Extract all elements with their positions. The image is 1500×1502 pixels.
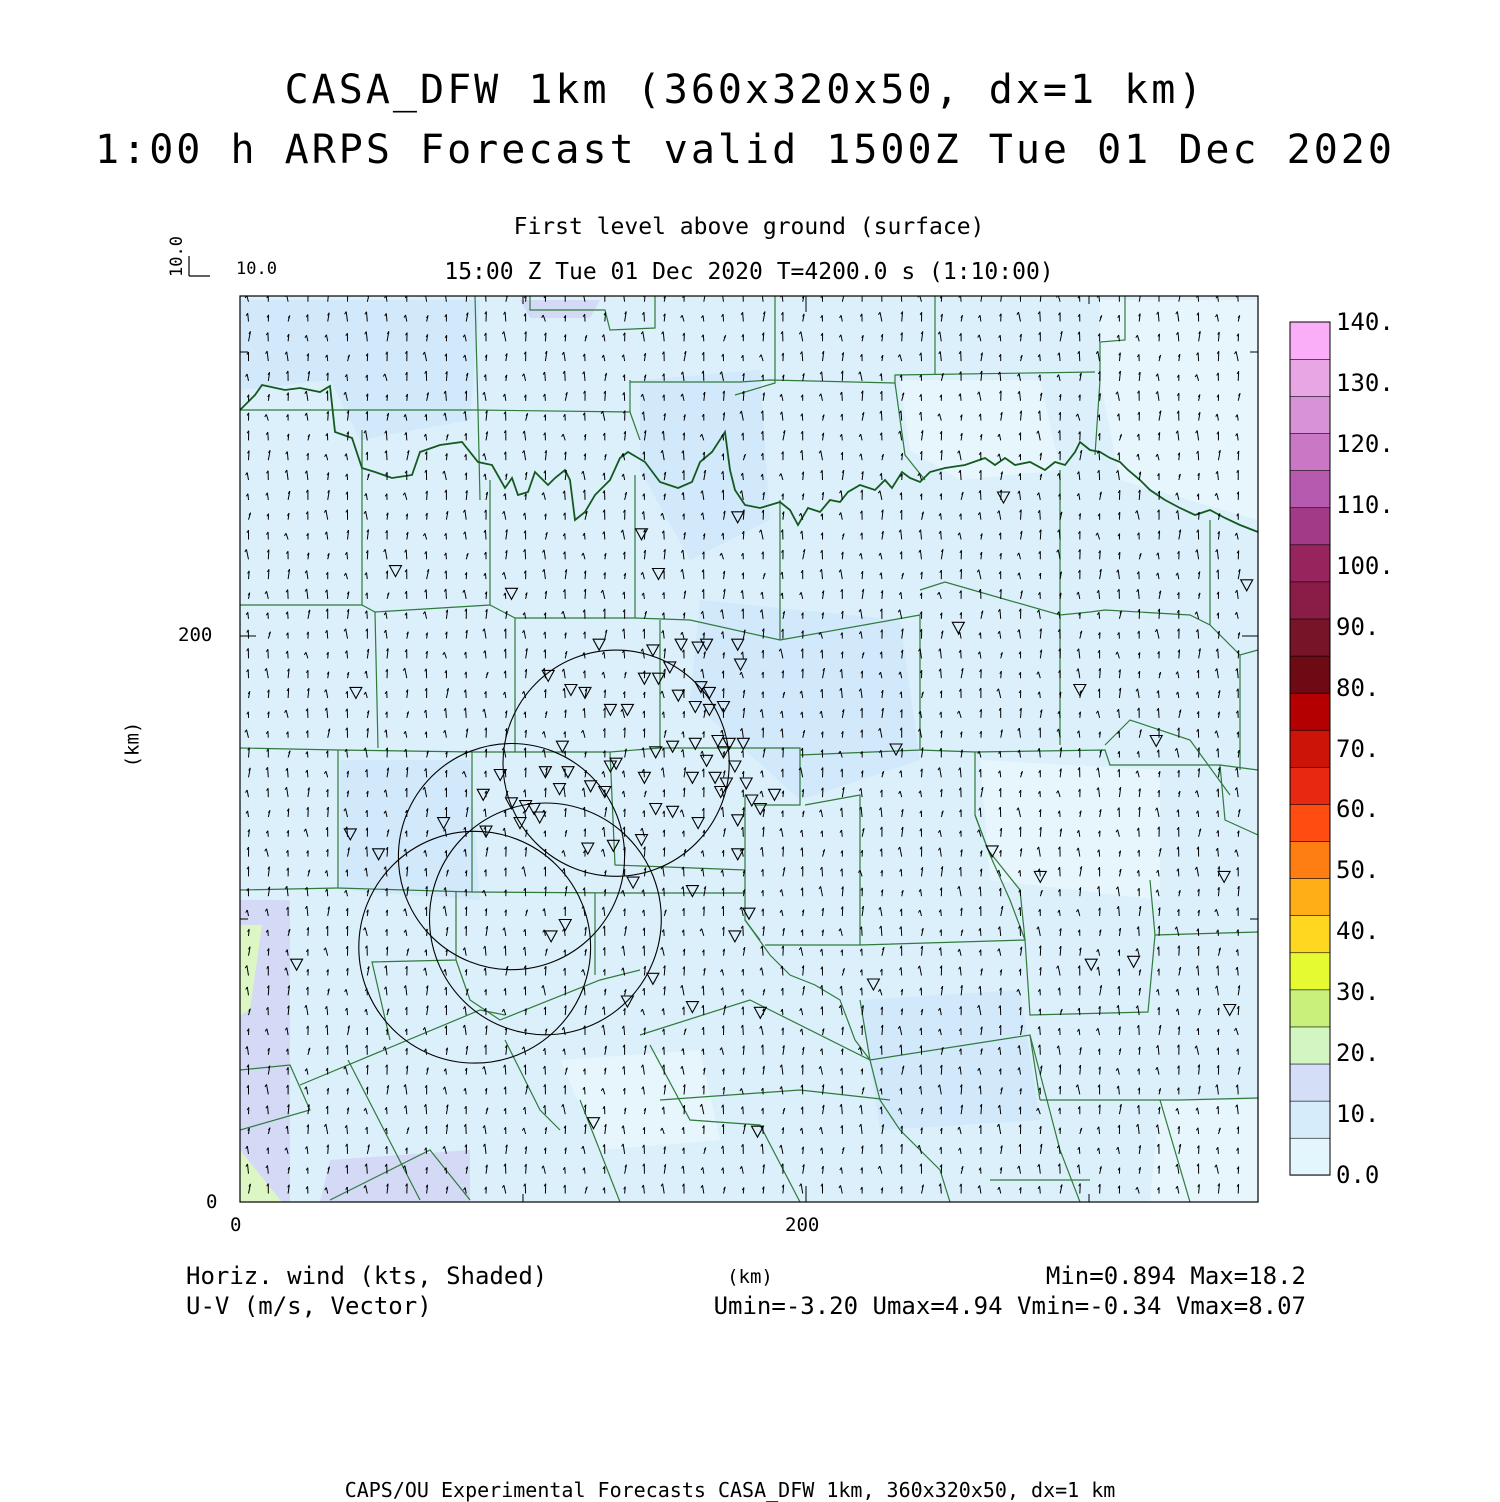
wind-vector bbox=[327, 889, 328, 896]
wind-vector bbox=[367, 1164, 368, 1174]
wind-vector bbox=[1198, 811, 1199, 817]
y-axis-label: (km) bbox=[123, 722, 142, 768]
wind-vector bbox=[743, 312, 744, 321]
wind-vector bbox=[842, 434, 843, 440]
wind-vector bbox=[881, 573, 882, 579]
colorbar-swatch bbox=[1290, 915, 1330, 952]
wind-vector bbox=[1040, 354, 1041, 361]
wind-vector bbox=[1198, 1128, 1199, 1134]
wind-vector bbox=[426, 768, 427, 777]
colorbar-swatch bbox=[1290, 433, 1330, 470]
wind-vector bbox=[584, 1168, 585, 1174]
wind-vector bbox=[703, 335, 704, 342]
wind-vector bbox=[644, 474, 645, 480]
colorbar-swatch bbox=[1290, 841, 1330, 878]
wind-vector bbox=[387, 451, 388, 461]
wind-vector bbox=[367, 847, 368, 857]
wind-vector bbox=[921, 412, 922, 421]
wind-vector bbox=[248, 494, 249, 500]
wind-vector-head bbox=[327, 292, 329, 295]
wind-vector bbox=[644, 769, 645, 777]
wind-vector bbox=[624, 1066, 625, 1074]
wind-vector-head bbox=[741, 292, 743, 295]
colorbar-swatch bbox=[1290, 1101, 1330, 1138]
wind-vector-head bbox=[465, 292, 467, 295]
wind-vector bbox=[723, 1146, 724, 1154]
wind-vector bbox=[287, 1126, 288, 1134]
colorbar-label: 0.0 bbox=[1336, 1163, 1379, 1187]
colorbar-label: 70. bbox=[1336, 737, 1379, 761]
wind-vector bbox=[1079, 1147, 1080, 1154]
colorbar-label: 30. bbox=[1336, 980, 1379, 1004]
wind-vector bbox=[406, 550, 407, 560]
wind-vector bbox=[347, 374, 348, 381]
wind-vector bbox=[585, 533, 586, 539]
wind-vector bbox=[505, 312, 506, 322]
wind-vector bbox=[1040, 510, 1041, 519]
vector-reference-v-label: 10.0 bbox=[169, 236, 186, 277]
wind-vector bbox=[802, 712, 803, 718]
wind-vector bbox=[842, 392, 843, 401]
wind-vector bbox=[802, 450, 803, 460]
wind-vector bbox=[881, 1088, 882, 1094]
wind-vector bbox=[347, 552, 348, 559]
wind-vector bbox=[980, 1086, 981, 1095]
wind-vector bbox=[565, 491, 566, 500]
wind-vector bbox=[782, 966, 783, 976]
wind-vector bbox=[960, 470, 961, 480]
wind-vector bbox=[1198, 353, 1199, 362]
wind-vector bbox=[288, 612, 289, 619]
wind-vector bbox=[960, 394, 961, 401]
colorbar-label: 20. bbox=[1336, 1041, 1379, 1065]
wind-vector bbox=[822, 867, 823, 876]
colorbar-swatch bbox=[1290, 804, 1330, 841]
vector-reference-u-label: 10.0 bbox=[236, 261, 277, 278]
wind-vector bbox=[802, 352, 803, 362]
wind-vector bbox=[743, 1107, 744, 1115]
wind-vector bbox=[901, 411, 902, 421]
wind-vector bbox=[1040, 1026, 1041, 1035]
wind-vector bbox=[1059, 711, 1060, 718]
valid-time-subtitle: 15:00 Z Tue 01 Dec 2020 T=4200.0 s (1:10:00) bbox=[240, 261, 1258, 284]
colorbar-swatch bbox=[1290, 582, 1330, 619]
wind-vector bbox=[822, 1049, 823, 1055]
wind-vector bbox=[307, 752, 308, 758]
wind-vector bbox=[683, 492, 684, 500]
wind-vector bbox=[505, 494, 506, 500]
colorbar-swatch bbox=[1290, 545, 1330, 582]
wind-vector bbox=[901, 1045, 902, 1055]
wind-vector bbox=[980, 928, 981, 936]
wind-vector bbox=[446, 589, 447, 599]
wind-vector bbox=[1159, 691, 1160, 699]
wind-vector bbox=[1040, 1186, 1041, 1193]
wind-vector bbox=[683, 451, 684, 461]
wind-vector bbox=[782, 593, 783, 599]
wind-vector bbox=[763, 474, 764, 480]
wind-vector bbox=[664, 1008, 665, 1015]
colorbar-swatch bbox=[1290, 470, 1330, 507]
wind-vector bbox=[664, 712, 665, 718]
wind-vector bbox=[901, 869, 902, 876]
wind-vector bbox=[1218, 649, 1219, 659]
colorbar-swatch bbox=[1290, 619, 1330, 656]
colorbar-label: 140. bbox=[1336, 310, 1394, 334]
wind-vector bbox=[980, 808, 981, 817]
wind-vector bbox=[822, 1148, 823, 1154]
wind-vector bbox=[268, 930, 269, 936]
wind-vector bbox=[604, 532, 605, 540]
wind-vector bbox=[664, 1107, 665, 1114]
colorbar-label: 50. bbox=[1336, 858, 1379, 882]
wind-vector bbox=[1139, 828, 1140, 837]
wind-vector-head bbox=[1019, 292, 1021, 295]
wind-vector bbox=[743, 926, 744, 936]
wind-vector bbox=[367, 611, 368, 619]
wind-vector bbox=[1159, 708, 1160, 718]
colorbar-swatch bbox=[1290, 359, 1330, 396]
wind-vector bbox=[1060, 811, 1061, 817]
wind-vector-head bbox=[1157, 292, 1159, 295]
colorbar-swatch bbox=[1290, 1138, 1330, 1175]
wind-vector bbox=[545, 372, 546, 381]
wind-vector bbox=[486, 293, 487, 302]
wind-vector bbox=[426, 1104, 427, 1114]
wind-vector bbox=[941, 948, 942, 956]
wind-vector bbox=[980, 887, 981, 897]
wind-vector bbox=[1218, 1147, 1219, 1154]
wind-vector bbox=[327, 1025, 328, 1035]
wind-vector bbox=[703, 986, 704, 996]
wind-vector bbox=[743, 652, 744, 659]
wind-vector-head bbox=[444, 292, 446, 295]
wind-vector bbox=[426, 710, 427, 718]
wind-vector bbox=[1079, 351, 1080, 361]
colorbar-swatch bbox=[1290, 322, 1330, 359]
wind-vector bbox=[486, 530, 487, 540]
wind-vector bbox=[644, 910, 645, 916]
wind-vector bbox=[505, 1065, 506, 1075]
wind-vector bbox=[466, 690, 467, 698]
wind-vector bbox=[1099, 886, 1100, 896]
colorbar-swatch bbox=[1290, 730, 1330, 767]
wind-vector bbox=[842, 808, 843, 817]
wind-vector bbox=[327, 355, 328, 361]
wind-vector bbox=[1139, 870, 1140, 876]
wind-vector bbox=[743, 989, 744, 995]
colorbar-label: 60. bbox=[1336, 797, 1379, 821]
wind-vector bbox=[1020, 926, 1021, 936]
x-axis-label: (km) bbox=[710, 1268, 790, 1287]
wind-vector-head bbox=[1139, 292, 1141, 295]
wind-vector bbox=[842, 830, 843, 837]
wind-vector bbox=[584, 987, 585, 995]
wind-vector bbox=[822, 949, 823, 956]
vector-field-label: U-V (m/s, Vector) bbox=[186, 1294, 432, 1318]
wind-vector bbox=[941, 910, 942, 916]
wind-vector bbox=[782, 729, 783, 738]
wind-vector bbox=[683, 732, 684, 738]
wind-vector bbox=[545, 1048, 546, 1055]
wind-vector bbox=[644, 511, 645, 519]
wind-vector bbox=[1060, 988, 1061, 996]
vector-reference-icon bbox=[189, 256, 210, 276]
wind-vector bbox=[1099, 470, 1100, 480]
wind-vector bbox=[1099, 451, 1100, 460]
wind-vector bbox=[268, 767, 269, 777]
wind-vector bbox=[1139, 751, 1140, 757]
wind-vector bbox=[941, 531, 942, 540]
wind-vector-head bbox=[1000, 292, 1002, 295]
field-min-max: Min=0.894 Max=18.2 bbox=[1046, 1264, 1306, 1288]
wind-vector-head bbox=[760, 293, 762, 296]
wind-vector-head bbox=[346, 292, 348, 295]
uv-min-max: Umin=-3.20 Umax=4.94 Vmin=-0.34 Vmax=8.07 bbox=[714, 1294, 1306, 1318]
x-tick-label: 0 bbox=[230, 1216, 241, 1235]
wind-vector bbox=[1139, 927, 1140, 936]
colorbar-label: 80. bbox=[1336, 676, 1379, 700]
wind-vector bbox=[941, 669, 942, 679]
wind-vector bbox=[782, 1009, 783, 1015]
main-title: CASA_DFW 1km (360x320x50, dx=1 km) bbox=[0, 70, 1490, 110]
wind-vector-head bbox=[900, 293, 902, 296]
wind-vector-head bbox=[721, 292, 723, 295]
wind-vector bbox=[1198, 451, 1199, 460]
wind-vector bbox=[862, 927, 863, 936]
colorbar-swatch bbox=[1290, 1064, 1330, 1101]
wind-vector bbox=[485, 573, 486, 579]
wind-vector bbox=[584, 708, 585, 718]
wind-vector bbox=[1000, 335, 1001, 341]
wind-vector bbox=[466, 708, 467, 718]
colorbar-label: 110. bbox=[1336, 493, 1394, 517]
colorbar-label: 100. bbox=[1336, 554, 1394, 578]
wind-vector bbox=[525, 513, 526, 520]
wind-vector bbox=[1119, 414, 1120, 421]
wind-vector bbox=[881, 374, 882, 381]
wind-vector bbox=[486, 968, 487, 976]
wind-vector-head bbox=[622, 293, 624, 296]
wind-vector bbox=[584, 1048, 585, 1055]
wind-vector bbox=[525, 549, 526, 559]
wind-vector-head bbox=[307, 293, 309, 296]
colorbar-label: 40. bbox=[1336, 919, 1379, 943]
colorbar bbox=[1290, 322, 1330, 1175]
wind-vector bbox=[881, 411, 882, 421]
wind-vector bbox=[703, 1049, 704, 1055]
wind-vector bbox=[802, 531, 803, 540]
wind-vector-head bbox=[861, 292, 863, 295]
wind-vector bbox=[1040, 312, 1041, 322]
wind-vector bbox=[684, 867, 685, 877]
wind-vector-head bbox=[603, 292, 605, 295]
wind-vector bbox=[901, 771, 902, 778]
wind-vector bbox=[446, 1069, 447, 1075]
wind-vector bbox=[585, 1087, 586, 1094]
wind-vector bbox=[525, 1107, 526, 1114]
colorbar-label: 120. bbox=[1336, 432, 1394, 456]
wind-vector bbox=[743, 473, 744, 480]
wind-vector-head bbox=[484, 293, 486, 296]
wind-vector bbox=[664, 431, 665, 440]
colorbar-label: 130. bbox=[1336, 371, 1394, 395]
wind-vector bbox=[565, 371, 566, 381]
wind-vector bbox=[941, 513, 942, 519]
wind-vector bbox=[288, 651, 289, 658]
colorbar-swatch bbox=[1290, 767, 1330, 804]
wind-vector bbox=[1099, 850, 1100, 857]
wind-vector bbox=[1238, 1085, 1239, 1095]
wind-vector bbox=[941, 1184, 942, 1194]
forecast-title: 1:00 h ARPS Forecast valid 1500Z Tue 01 Dec 2020 bbox=[0, 130, 1490, 170]
wind-vector bbox=[327, 590, 328, 599]
colorbar-swatch bbox=[1290, 1027, 1330, 1064]
wind-vector bbox=[347, 1008, 348, 1015]
colorbar-swatch bbox=[1290, 990, 1330, 1027]
wind-vector bbox=[980, 986, 981, 995]
credit-line: CAPS/OU Experimental Forecasts CASA_DFW 1km, 360x320x50, dx=1 km bbox=[0, 1480, 1460, 1500]
wind-vector bbox=[287, 768, 288, 777]
colorbar-swatch bbox=[1290, 396, 1330, 433]
wind-vector bbox=[1119, 335, 1120, 341]
level-subtitle: First level above ground (surface) bbox=[240, 216, 1258, 239]
colorbar-swatch bbox=[1290, 656, 1330, 693]
wind-vector bbox=[624, 629, 625, 639]
wind-vector bbox=[307, 770, 308, 777]
wind-vector bbox=[743, 1025, 744, 1035]
wind-vector bbox=[901, 967, 902, 975]
wind-vector bbox=[525, 790, 526, 798]
wind-vector bbox=[406, 432, 407, 440]
y-tick-label: 200 bbox=[178, 626, 212, 645]
colorbar-swatch bbox=[1290, 878, 1330, 915]
colorbar-swatch bbox=[1290, 507, 1330, 544]
wind-vector bbox=[268, 432, 269, 440]
colorbar-label: 90. bbox=[1336, 615, 1379, 639]
wind-vector bbox=[624, 650, 625, 658]
shaded-field-label: Horiz. wind (kts, Shaded) bbox=[186, 1264, 547, 1288]
wind-vector bbox=[248, 612, 249, 619]
wind-vector bbox=[545, 394, 546, 401]
wind-vector bbox=[1000, 751, 1001, 757]
wind-vector bbox=[446, 708, 447, 718]
wind-vector bbox=[1040, 411, 1041, 421]
wind-vector bbox=[1099, 612, 1100, 619]
x-tick-label: 200 bbox=[785, 1216, 819, 1235]
wind-vector bbox=[723, 632, 724, 639]
colorbar-label: 10. bbox=[1336, 1102, 1379, 1126]
colorbar-swatch bbox=[1290, 693, 1330, 730]
colorbar-swatch bbox=[1290, 952, 1330, 989]
wind-vector bbox=[664, 930, 665, 936]
wind-vector bbox=[505, 593, 506, 599]
wind-vector bbox=[386, 431, 387, 441]
wind-vector bbox=[327, 630, 328, 638]
y-tick-label: 0 bbox=[206, 1193, 217, 1212]
wind-vector-head bbox=[581, 292, 583, 295]
wind-vector bbox=[1218, 848, 1219, 857]
wind-vector bbox=[842, 669, 843, 678]
wind-vector bbox=[1059, 910, 1060, 916]
wind-vector bbox=[1198, 629, 1199, 638]
wind-vector bbox=[1000, 771, 1001, 778]
wind-vector bbox=[1238, 949, 1239, 955]
wind-vector bbox=[782, 572, 783, 579]
wind-vector bbox=[386, 313, 387, 321]
wind-vector bbox=[347, 651, 348, 659]
wind-vector bbox=[1020, 870, 1021, 876]
wind-vector bbox=[268, 831, 269, 837]
wind-vector-head bbox=[880, 292, 882, 295]
wind-vector bbox=[723, 434, 724, 440]
wind-vector bbox=[901, 927, 902, 936]
